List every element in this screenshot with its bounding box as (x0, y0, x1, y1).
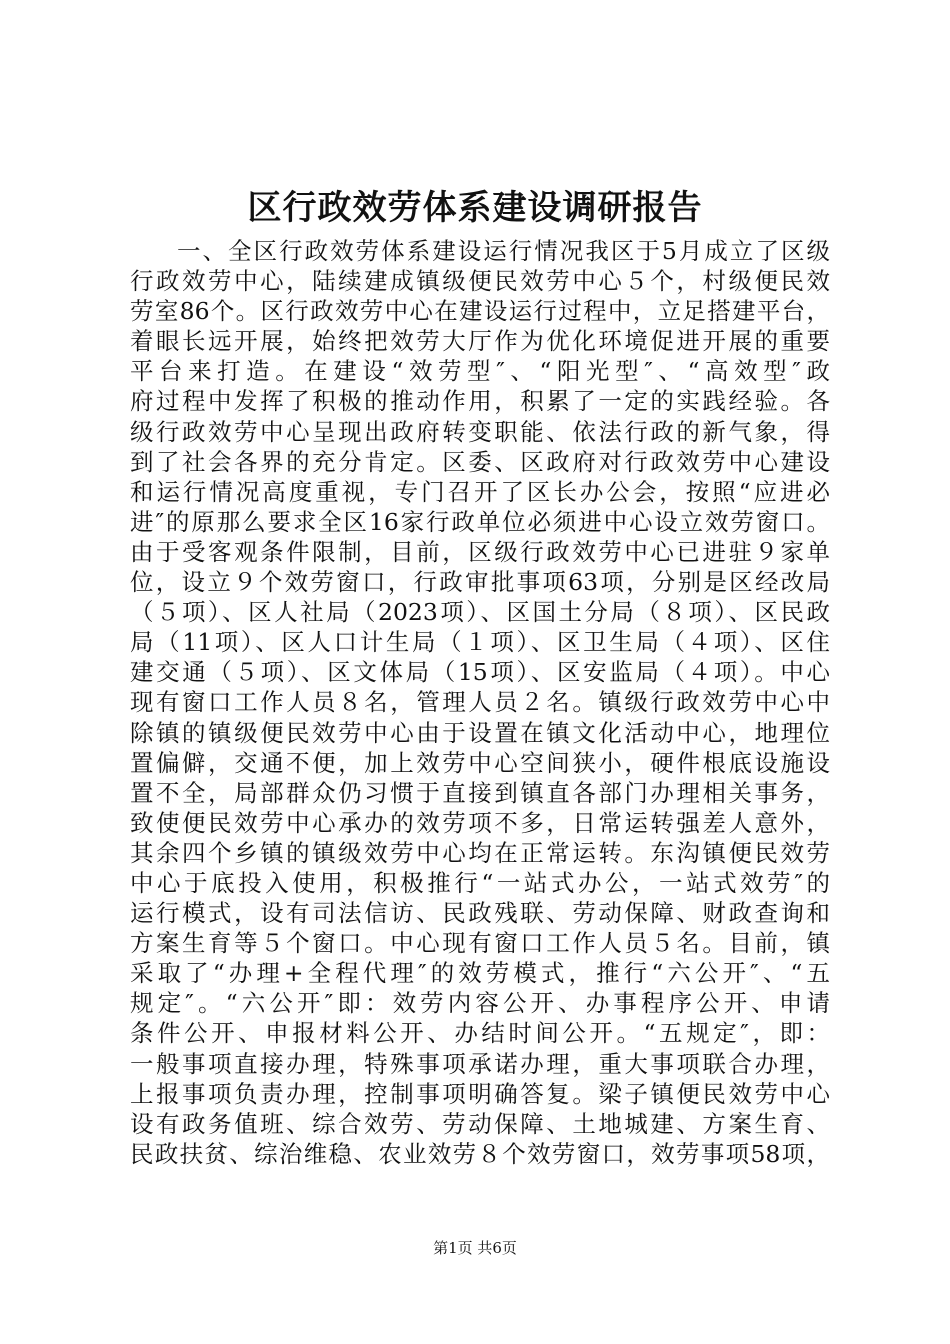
text-line: 致使便民效劳中心承办的效劳项不多，日常运转强差人意外， (130, 808, 830, 837)
text-line: 方案生育等５个窗口。中心现有窗口工作人员５名。目前，镇 (130, 929, 830, 958)
text-line: 局（11项）、区人口计生局（１项）、区卫生局（４项）、区住 (130, 628, 830, 657)
body-paragraph (130, 236, 830, 1169)
text-line: 进″的原那么要求全区16家行政单位必须进中心设立效劳窗口。 (130, 507, 830, 536)
text-line: 采取了“办理+全程代理″的效劳模式，推行“六公开″、“五 (130, 959, 830, 988)
text-line: 除镇的镇级便民效劳中心由于设置在镇文化活动中心，地理位 (130, 718, 830, 747)
text-line: 位，设立９个效劳窗口，行政审批事项63项，分别是区经改局 (130, 568, 830, 597)
text-line: 中心于底投入使用，积极推行“一站式办公，一站式效劳″的 (130, 868, 830, 897)
text-line: 一、全区行政效劳体系建设运行情况我区于5月成立了区级 (177, 237, 830, 265)
text-line: 级行政效劳中心呈现出政府转变职能、依法行政的新气象，得 (130, 417, 830, 446)
text-line: 民政扶贫、综治维稳、农业效劳８个效劳窗口，效劳事项58项， (130, 1139, 830, 1168)
text-line: 置偏僻，交通不便，加上效劳中心空间狭小，硬件根底设施设 (130, 748, 830, 777)
page-title: 区行政效劳体系建设调研报告 (247, 188, 703, 228)
text-line: 一般事项直接办理，特殊事项承诺办理，重大事项联合办理， (130, 1049, 830, 1078)
text-line: 其余四个乡镇的镇级效劳中心均在正常运转。东沟镇便民效劳 (130, 838, 830, 867)
text-line: （５项）、区人社局（2023项）、区国土分局（８项）、区民政 (130, 598, 830, 627)
text-line: 运行模式，设有司法信访、民政残联、劳动保障、财政查询和 (130, 899, 830, 928)
text-line: 条件公开、申报材料公开、办结时间公开。“五规定″，即： (130, 1019, 830, 1048)
text-line: 平台来打造。在建设“效劳型″、“阳光型″、“高效型″政 (130, 357, 830, 386)
text-line: 劳室86个。区行政效劳中心在建设运行过程中，立足搭建平台， (130, 297, 830, 326)
text-line: 由于受客观条件限制，目前，区级行政效劳中心已进驻９家单 (130, 537, 830, 566)
text-line: 府过程中发挥了积极的推动作用，积累了一定的实践经验。各 (130, 387, 830, 416)
text-line: 行政效劳中心，陆续建成镇级便民效劳中心５个，村级便民效 (130, 267, 830, 296)
text-line: 规定″。“六公开″即：效劳内容公开、办事程序公开、申请 (130, 989, 830, 1018)
page-number-footer: 第1页 共6页 (433, 1239, 517, 1257)
text-line: 和运行情况高度重视，专门召开了区长办公会，按照“应进必 (130, 477, 830, 506)
text-line: 设有政务值班、综合效劳、劳动保障、土地城建、方案生育、 (130, 1109, 830, 1138)
text-line: 上报事项负责办理，控制事项明确答复。梁子镇便民效劳中心 (130, 1079, 830, 1108)
text-line: 着眼长远开展，始终把效劳大厅作为优化环境促进开展的重要 (130, 327, 830, 356)
text-line: 建交通（５项）、区文体局（15项）、区安监局（４项）。中心 (130, 658, 830, 687)
text-line: 置不全，局部群众仍习惯于直接到镇直各部门办理相关事务， (130, 778, 830, 807)
text-line: 现有窗口工作人员８名，管理人员２名。镇级行政效劳中心中 (130, 688, 830, 717)
text-line: 到了社会各界的充分肯定。区委、区政府对行政效劳中心建设 (130, 447, 830, 476)
